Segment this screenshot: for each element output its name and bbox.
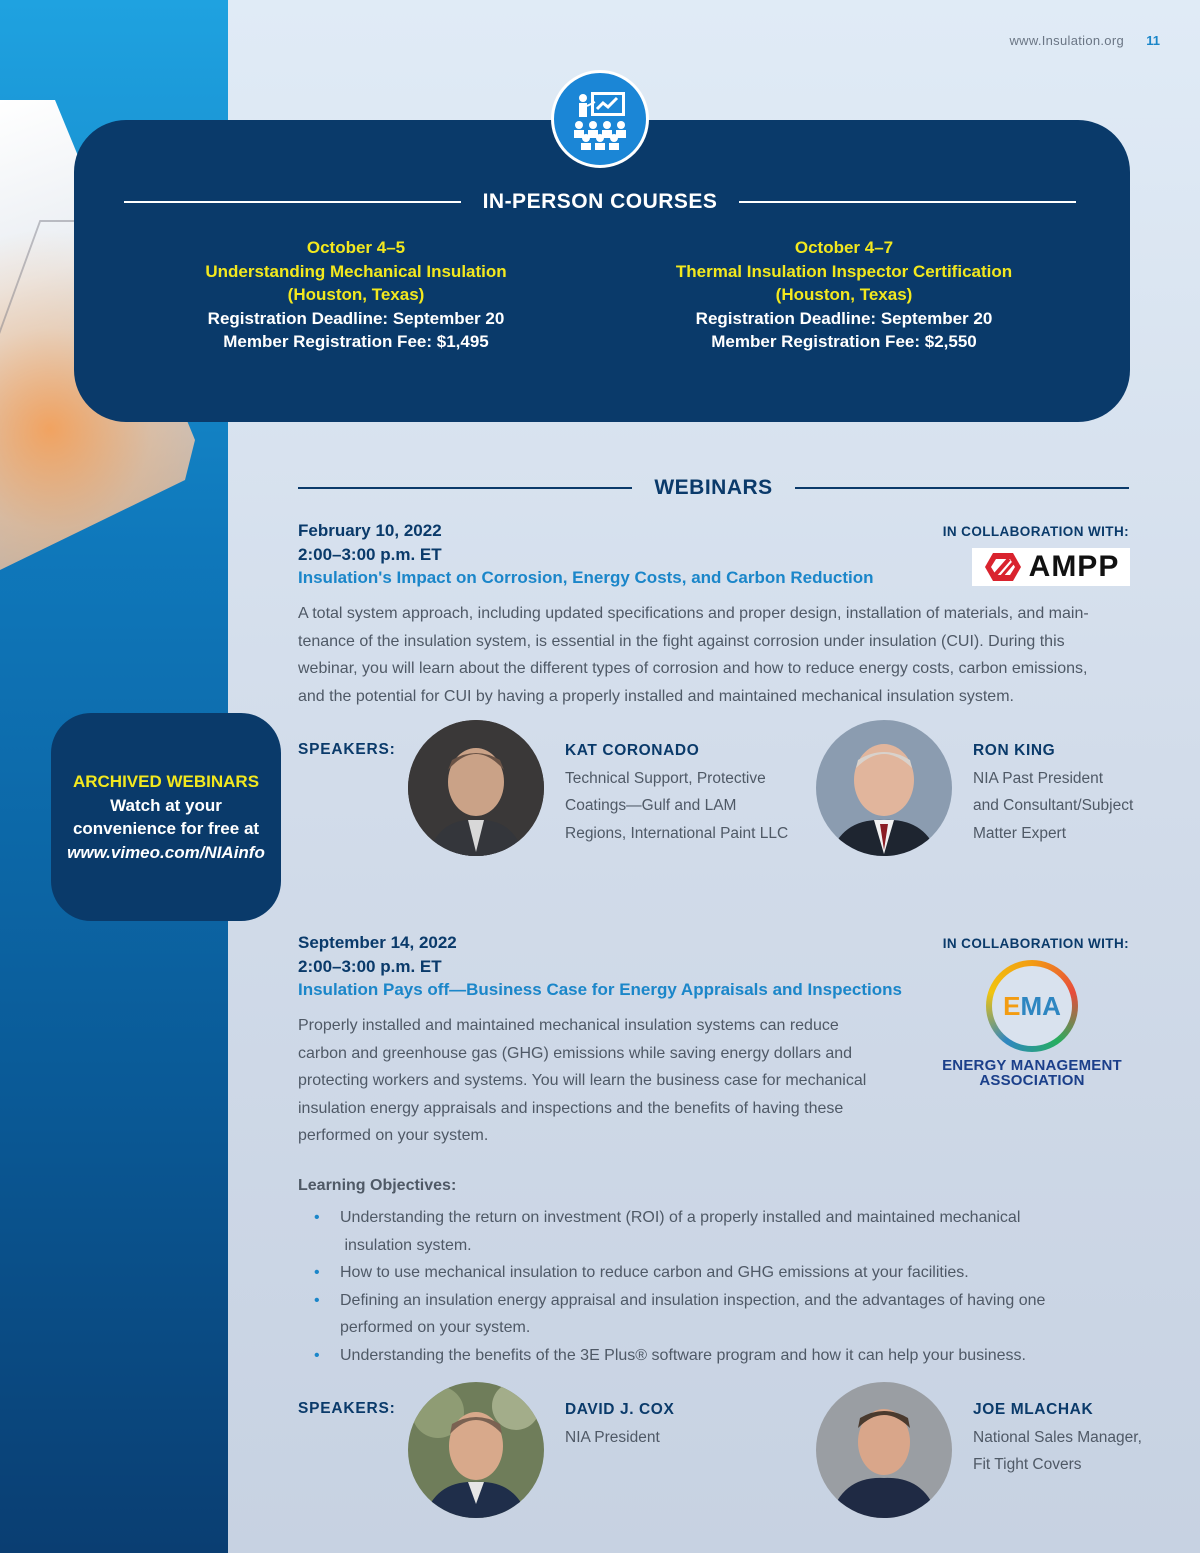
webinar-1-title[interactable]: Insulation's Impact on Corrosion, Energy Costs, and Carbon Reduction [298,568,874,587]
kat-coronado-photo [408,720,544,856]
webinar-2-title[interactable]: Insulation Pays off—Business Case for Energy Appraisals and Inspections [298,980,902,999]
vimeo-link[interactable]: www.vimeo.com/NIAinfo [67,842,265,862]
webinar-2-time: 2:00–3:00 p.m. ET [298,956,442,976]
header-url[interactable]: www.Insulation.org [1009,33,1124,48]
webinar-2-date: September 14, 2022 [298,933,457,952]
ema-logo: E MA ENERGY MANAGEMENT ASSOCIATION [934,960,1130,1090]
presentation-icon [551,70,649,168]
objective-item: • Understanding the benefits of the 3E Plus® software program and how it can help your business. [314,1346,1026,1364]
objective-item: • Understanding the return on investment (ROI) of a properly installed and maintained mechanical insulation system. [314,1209,1021,1254]
ampp-logo: AMPP [972,548,1130,586]
speaker-david-cox: DAVID J. COX NIA President [565,1401,675,1446]
david-cox-photo [408,1382,544,1518]
courses-heading: IN-PERSON COURSES [124,190,1076,214]
webinar-1-time: 2:00–3:00 p.m. ET [298,544,442,564]
objective-item: • Defining an insulation energy appraisal and insulation inspection, and the advantages of having one performed on your system. [314,1291,1046,1336]
course-mechanical-insulation: October 4–5 Understanding Mechanical Insulation (Houston, Texas) Registration Deadline: September 20 Member Registration Fee: $1,495 [205,238,507,351]
webinar-2-collab-label: IN COLLABORATION WITH: [942,936,1129,951]
ema-logo-ma: MA [1020,990,1061,1021]
webinar-1-description: A total system approach, including updated specifications and proper design, installation of materials, and main- tenance of the insulation system, is essential in the fight against corrosion under insulation (CUI). During this webinar, you will learn about the different types of corrosion and how to reduce energy costs, carbon emissions, and the potential for CUI by having a properly installed and maintained mechanical insulation system. [298,605,1089,705]
webinar-1-header [298,519,874,590]
speaker-ron-king: RON KING NIA Past President and Consultant/Subject Matter Expert [973,742,1134,842]
webinar-1-date: February 10, 2022 [298,521,442,540]
webinar-2-speakers-label: SPEAKERS: [298,1400,396,1417]
speaker-joe-mlachak: JOE MLACHAK National Sales Manager, Fit Tight Covers [973,1401,1142,1473]
webinar-2-header [298,931,902,1002]
webinars-heading: WEBINARS [298,476,1129,500]
speaker-kat-coronado: KAT CORONADO Technical Support, Protective Coatings—Gulf and LAM Regions, International Paint LLC [565,742,789,842]
objective-item: • How to use mechanical insulation to reduce carbon and GHG emissions at your facilities. [314,1264,969,1281]
learning-objectives-title: Learning Objectives: [298,1177,457,1194]
joe-mlachak-photo [816,1382,952,1518]
learning-objectives-list [314,1204,1094,1369]
webinar-1-collab-label: IN COLLABORATION WITH: [942,524,1129,539]
webinar-1-speakers-label: SPEAKERS: [298,741,396,758]
webinar-2-description: Properly installed and maintained mechanical insulation systems can reduce carbon and greenhouse gas (GHG) emissions while saving energy dollars and protecting workers and systems. You will learn the business case for mechanical insulation energy appraisals and inspections and the benefits of having these performed on your system. [298,1017,867,1144]
course-inspector-certification: October 4–7 Thermal Insulation Inspector Certification (Houston, Texas) Registration Deadline: September 20 Member Registration Fee: $2,550 [675,238,1013,351]
archived-webinars-callout: ARCHIVED WEBINARS Watch at your convenience for free at www.vimeo.com/NIAinfo [51,713,281,921]
page-number: 11 [1146,33,1160,48]
ron-king-photo [816,720,952,856]
ampp-mark-icon [983,551,1023,583]
